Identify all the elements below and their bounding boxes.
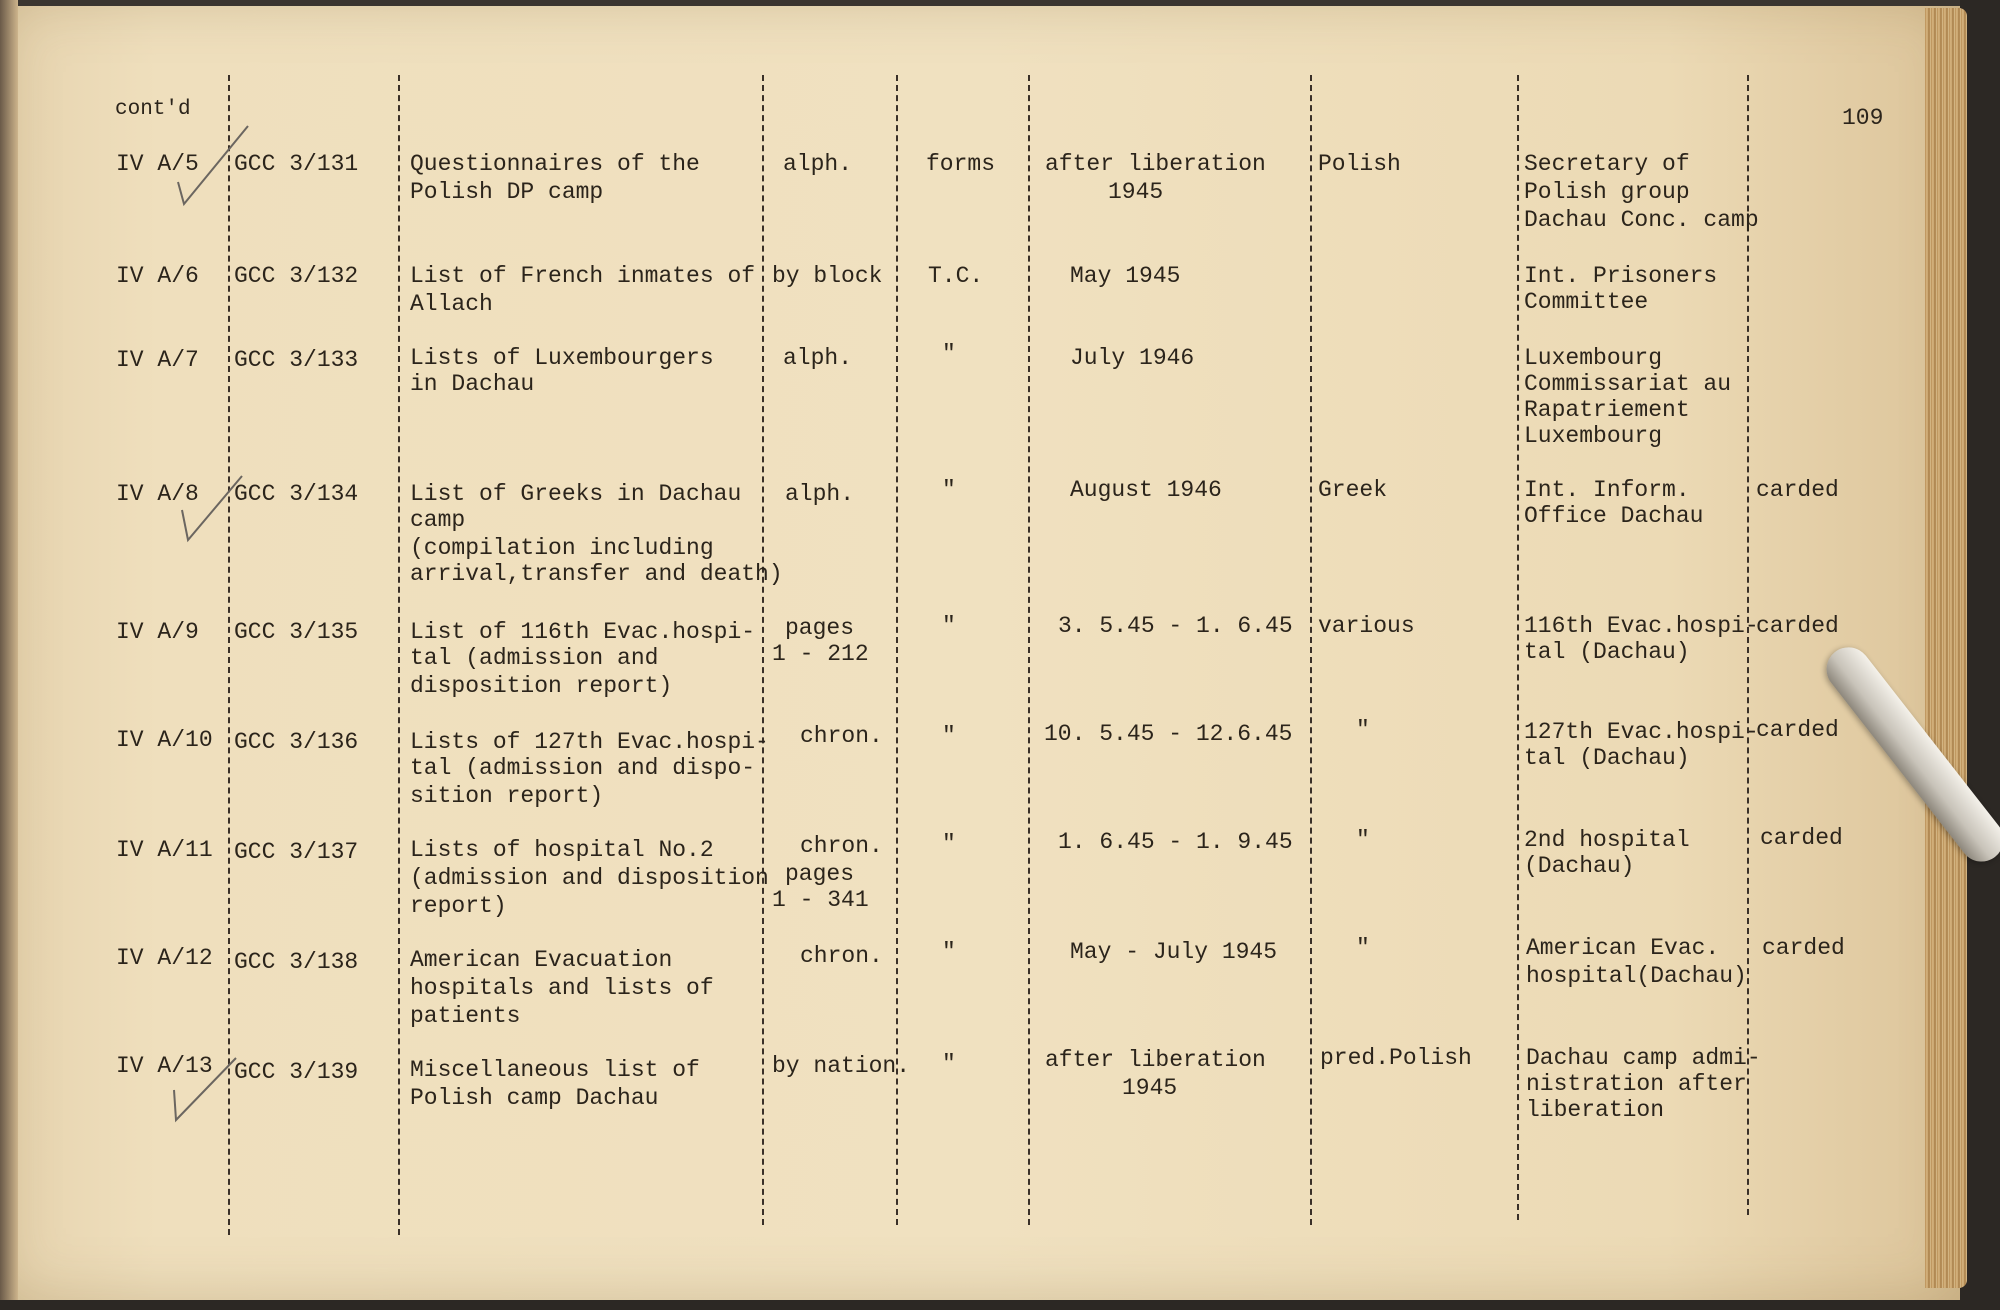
column-divider — [1028, 75, 1030, 1225]
record-title-line: report) — [410, 893, 507, 919]
ref-number: IV A/7 — [116, 347, 199, 373]
source-line: nistration after — [1526, 1071, 1747, 1097]
ref-number: IV A/13 — [116, 1053, 213, 1079]
date-line: August 1946 — [1070, 477, 1222, 503]
ref-number: IV A/12 — [116, 945, 213, 971]
language: " — [1356, 827, 1370, 853]
source-line: Polish group — [1524, 179, 1690, 205]
carded-status: carded — [1760, 825, 1843, 851]
record-title-line: arrival,transfer and death) — [410, 561, 783, 587]
record-title-line: Allach — [410, 291, 493, 317]
carded-status: carded — [1762, 935, 1845, 961]
source-line: Secretary of — [1524, 151, 1690, 177]
form-type: " — [942, 613, 956, 639]
ref-number: IV A/5 — [116, 151, 199, 177]
record-title-line: patients — [410, 1003, 521, 1029]
form-type: " — [942, 831, 956, 857]
order-line: pages — [785, 615, 855, 641]
record-title-line: tal (admission and dispo- — [410, 755, 756, 781]
order-line: chron. — [800, 723, 883, 749]
record-title-line: in Dachau — [410, 371, 535, 397]
record-title-line: Polish camp Dachau — [410, 1085, 659, 1111]
form-type: " — [942, 341, 956, 367]
source-line: 116th Evac.hospi- — [1524, 613, 1759, 639]
form-type: forms — [926, 151, 996, 177]
source-line: (Dachau) — [1524, 853, 1635, 879]
record-title-line: tal (admission and — [410, 645, 659, 671]
order-line: chron. — [800, 943, 883, 969]
order-line: 1 - 341 — [772, 887, 869, 913]
source-line: Dachau camp admi- — [1526, 1045, 1761, 1071]
gcc-number: GCC 3/132 — [234, 263, 359, 289]
ref-number: IV A/9 — [116, 619, 199, 645]
date-line: 1945 — [1122, 1075, 1178, 1101]
date-line: 3. 5.45 - 1. 6.45 — [1058, 613, 1293, 639]
date-line: 1945 — [1108, 179, 1164, 205]
language: " — [1356, 717, 1370, 743]
gcc-number: GCC 3/139 — [234, 1059, 359, 1085]
gcc-number: GCC 3/133 — [234, 347, 359, 373]
gcc-number: GCC 3/136 — [234, 729, 359, 755]
column-divider — [1310, 75, 1312, 1225]
source-line: Luxembourg — [1524, 345, 1663, 371]
form-type: " — [942, 723, 956, 749]
language: pred.Polish — [1320, 1045, 1472, 1071]
form-type: " — [942, 939, 956, 965]
gcc-number: GCC 3/137 — [234, 839, 359, 865]
language: Greek — [1318, 477, 1388, 503]
source-line: hospital(Dachau) — [1526, 963, 1747, 989]
page-number: 109 — [1842, 105, 1884, 131]
ref-number: IV A/6 — [116, 263, 199, 289]
form-type: T.C. — [928, 263, 984, 289]
top-edge — [0, 0, 1960, 6]
source-line: Int. Inform. — [1524, 477, 1690, 503]
date-line: after liberation — [1045, 1047, 1266, 1073]
record-title-line: List of Greeks in Dachau — [410, 481, 742, 507]
source-line: Commissariat au — [1524, 371, 1732, 397]
record-title-line: hospitals and lists of — [410, 975, 714, 1001]
source-line: 127th Evac.hospi- — [1524, 719, 1759, 745]
ref-number: IV A/8 — [116, 481, 199, 507]
record-title-line: (admission and disposition — [410, 865, 769, 891]
contd-label: cont'd — [115, 98, 191, 121]
gcc-number: GCC 3/134 — [234, 481, 359, 507]
order-line: 1 - 212 — [772, 641, 869, 667]
carded-status: carded — [1756, 477, 1839, 503]
gcc-number: GCC 3/131 — [234, 151, 359, 177]
record-title-line: camp — [410, 507, 466, 533]
source-line: Dachau Conc. camp — [1524, 207, 1759, 233]
source-line: 2nd hospital — [1524, 827, 1690, 853]
source-line: Int. Prisoners — [1524, 263, 1718, 289]
date-line: July 1946 — [1070, 345, 1195, 371]
record-title-line: Miscellaneous list of — [410, 1057, 700, 1083]
order-line: by block — [772, 263, 883, 289]
gcc-number: GCC 3/138 — [234, 949, 359, 975]
record-title-line: sition report) — [410, 783, 604, 809]
form-type: " — [942, 477, 956, 503]
form-type: " — [942, 1051, 956, 1077]
language: various — [1318, 613, 1415, 639]
ref-number: IV A/10 — [116, 727, 213, 753]
order-line: pages — [785, 861, 855, 887]
gcc-number: GCC 3/135 — [234, 619, 359, 645]
record-title-line: Questionnaires of the — [410, 151, 700, 177]
date-line: May - July 1945 — [1070, 939, 1278, 965]
record-title-line: List of 116th Evac.hospi- — [410, 619, 756, 645]
ref-number: IV A/11 — [116, 837, 213, 863]
language: " — [1356, 935, 1370, 961]
source-line: American Evac. — [1526, 935, 1720, 961]
binding-gutter — [0, 0, 18, 1300]
date-line: after liberation — [1045, 151, 1266, 177]
source-line: Luxembourg — [1524, 423, 1663, 449]
column-divider — [762, 75, 764, 1225]
order-line: alph. — [783, 151, 853, 177]
record-title-line: Lists of Luxembourgers — [410, 345, 714, 371]
order-line: alph. — [783, 345, 853, 371]
record-title-line: List of French inmates of — [410, 263, 756, 289]
date-line: May 1945 — [1070, 263, 1181, 289]
carded-status: carded — [1756, 717, 1839, 743]
page-edges — [1925, 8, 1967, 1288]
date-line: 10. 5.45 - 12.6.45 — [1044, 721, 1293, 747]
source-line: liberation — [1526, 1097, 1665, 1123]
column-divider — [1517, 75, 1519, 1220]
record-title-line: (compilation including — [410, 535, 714, 561]
source-line: tal (Dachau) — [1524, 745, 1690, 771]
order-line: by nation. — [772, 1053, 911, 1079]
record-title-line: Polish DP camp — [410, 179, 604, 205]
date-line: 1. 6.45 - 1. 9.45 — [1058, 829, 1293, 855]
carded-status: carded — [1756, 613, 1839, 639]
order-line: alph. — [785, 481, 855, 507]
source-line: Office Dachau — [1524, 503, 1704, 529]
record-title-line: disposition report) — [410, 673, 673, 699]
record-title-line: Lists of 127th Evac.hospi- — [410, 729, 769, 755]
source-line: tal (Dachau) — [1524, 639, 1690, 665]
column-divider — [398, 75, 400, 1235]
source-line: Rapatriement — [1524, 397, 1690, 423]
record-title-line: Lists of hospital No.2 — [410, 837, 714, 863]
record-title-line: American Evacuation — [410, 947, 673, 973]
language: Polish — [1318, 151, 1401, 177]
source-line: Committee — [1524, 289, 1649, 315]
order-line: chron. — [800, 833, 883, 859]
